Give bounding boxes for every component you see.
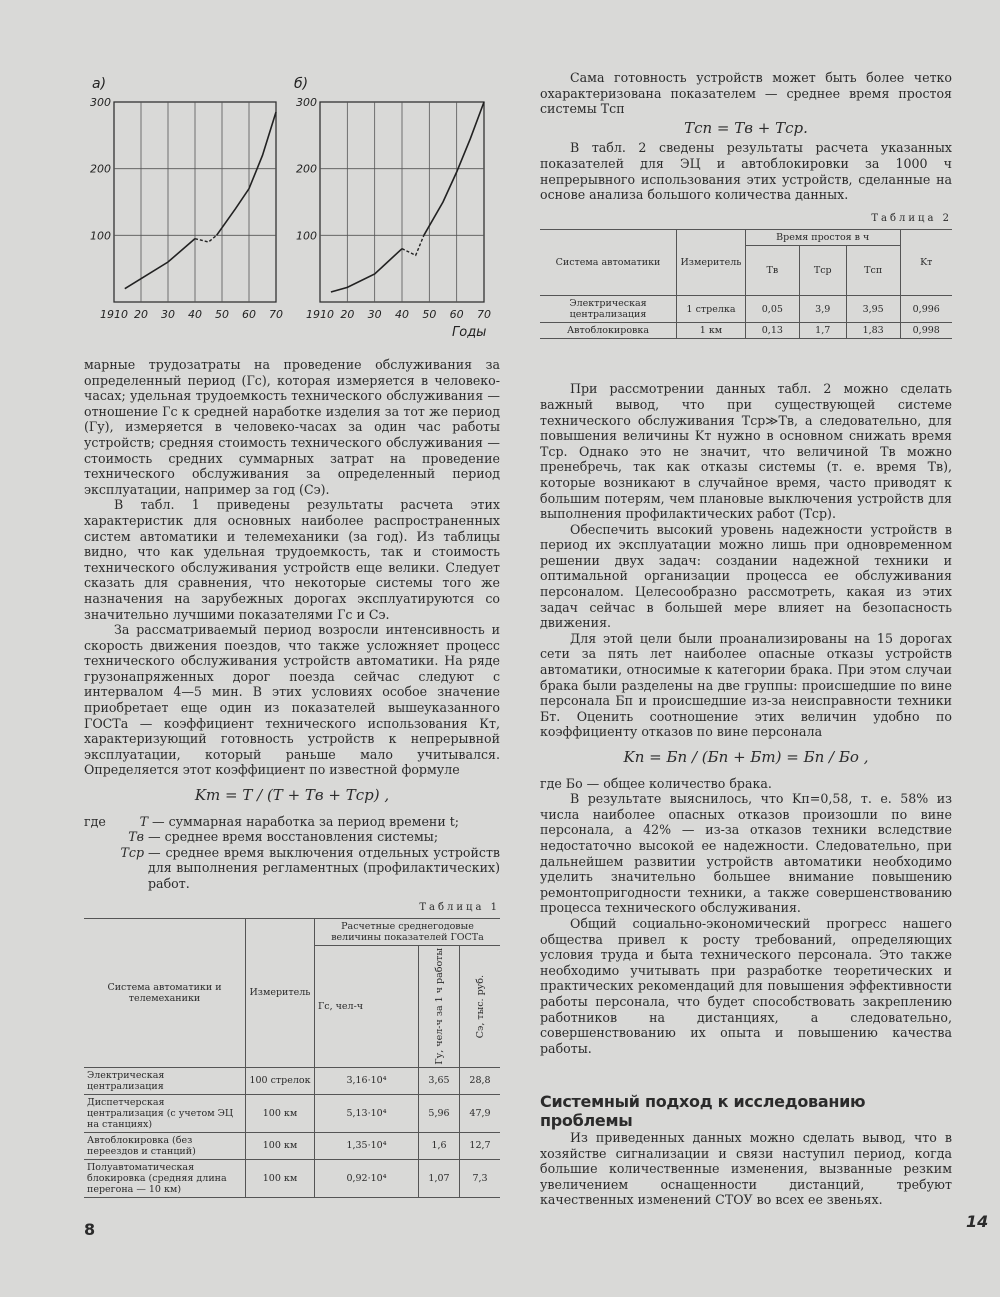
t1-cell-system: Автоблокировка (без переездов и станций)	[84, 1132, 246, 1159]
x-tick-label: 40	[188, 308, 202, 321]
t1-cell-unit: 100 км	[246, 1094, 315, 1132]
t2-head-tcp: Tср	[799, 246, 846, 296]
t1-cell-cs: 28,8	[460, 1067, 501, 1094]
right-paragraph-7: В результате выяснилось, что Kп=0,58, т. е. 58% из числа наиболее опасных отказов произошли по вине персонала, а 42% — из-за отказов техники вследствие недостаточно высокой ее надежности. Следовательно, при дальнейшем развитии устройств автоматики необходимо уделить значительно большее внимание повышению ремонтопригодности техники, а также совершенствованию процесса технического обслуживания.	[540, 791, 952, 916]
legend-symbol: Tср	[120, 844, 144, 860]
series-line-dashed	[195, 235, 217, 242]
t1-head-unit: Измеритель	[246, 919, 315, 1068]
formula-legend	[84, 814, 500, 892]
chart-a-label: а)	[92, 76, 107, 92]
series-line	[125, 239, 195, 289]
x-tick-label: 60	[449, 308, 464, 321]
legend-row	[84, 845, 500, 892]
t2-cell-kt: 0,998	[900, 323, 952, 339]
t1-cell-gy: 1,07	[419, 1159, 460, 1197]
table-2	[540, 229, 952, 339]
t1-cell-gc: 3,16·10⁴	[315, 1067, 419, 1094]
t1-cell-cs: 47,9	[460, 1094, 501, 1132]
table-row	[84, 1132, 500, 1159]
t1-cell-gy: 1,6	[419, 1132, 460, 1159]
t1-cell-gc: 1,35·10⁴	[315, 1132, 419, 1159]
table1-caption: Таблица 1	[419, 901, 500, 913]
t1-cell-unit: 100 км	[246, 1159, 315, 1197]
chart-a	[90, 96, 283, 321]
x-tick-label: 1910	[306, 308, 334, 321]
formula-kt: Kт = T / (T + Tв + Tср) ,	[194, 786, 390, 805]
x-tick-label: 70	[477, 308, 491, 321]
legend-row	[84, 829, 500, 845]
x-unit-label: Годы	[452, 325, 487, 340]
y-tick-label: 300	[90, 96, 111, 109]
x-tick-label: 20	[340, 308, 355, 321]
x-tick-label: 40	[395, 308, 409, 321]
x-tick-label: 30	[161, 308, 175, 321]
x-tick-label: 60	[242, 308, 256, 321]
growth-charts	[84, 70, 504, 350]
spacer	[540, 339, 952, 381]
t2-cell-tcp: 3,9	[799, 296, 846, 323]
y-tick-label: 300	[296, 96, 317, 109]
t2-cell-tv: 0,13	[746, 323, 800, 339]
left-column	[84, 357, 500, 1198]
table-row	[84, 1067, 500, 1094]
t2-cell-tv: 0,05	[746, 296, 800, 323]
t2-cell-tsp: 1,83	[846, 323, 900, 339]
t1-cell-unit: 100 км	[246, 1132, 315, 1159]
t1-head-cs	[460, 946, 501, 1068]
right-column-bottom	[540, 1130, 952, 1208]
right-paragraph-8: Общий социально-экономический прогресс нашего общества привел к росту требований, определяющих условия труда и быта технического персонала. Это также необходимо учитывать при разработке теоретических и практических рекомендаций для повышения эффективности работы персонала, что будет способствовать закреплению работников на дистанциях, а следовательно, совершенствованию их опыта и повышению качества работы.	[540, 915, 952, 1056]
right-paragraph-1: Сама готовность устройств может быть более четко охарактеризована показателем — среднее время простоя системы Tсп	[540, 70, 952, 117]
right-paragraph-6: где Бо — общее количество брака.	[540, 775, 772, 791]
left-paragraph-2: В табл. 1 приведены результаты расчета этих характеристик для основных наиболее распространенных систем автоматики и телемеханики (за год). Из таблицы видно, что как удельная трудоемкость, так и стоимость технического обслуживания устройств еще велики. Следует сказать для сравнения, что некоторые системы того же назначения на зарубежных дорогах эксплуатируются со значительно лучшими показателями Гс и Сэ.	[84, 497, 500, 622]
t1-cell-cs: 12,7	[460, 1132, 501, 1159]
series-line	[217, 112, 276, 235]
t1-head-gc: Гс, чел-ч	[315, 946, 419, 1068]
t2-head-tsp: Tсп	[846, 246, 900, 296]
right-column	[540, 70, 952, 1056]
series-line-dashed	[402, 235, 424, 255]
t2-cell-system: Электрическая централизация	[540, 296, 677, 323]
t2-head-group: Время простоя в ч	[746, 230, 901, 246]
t1-cell-system: Электрическая централизация	[84, 1067, 246, 1094]
t1-cell-unit: 100 стрелок	[246, 1067, 315, 1094]
t2-cell-unit: 1 стрелка	[677, 296, 746, 323]
left-paragraph-1: марные трудозатраты на проведение обслуживания за определенный период (Гс), которая измеряется в человеко-часах; удельная трудоемкость технического обслуживания — отношение Гс к средней наработке изделия за тот же период (Гу), измеряется в человеко-часах за один час работы устройств; средняя стоимость технического обслуживания — стоимость средних суммарных затрат на проведение технического обслуживания за определенный период эксплуатации, например за год (Сэ).	[84, 357, 500, 497]
t2-head-system: Система автоматики	[540, 230, 677, 296]
page-number-right: 14	[966, 1212, 989, 1231]
x-tick-label: 1910	[100, 308, 128, 321]
right-paragraph-5: Для этой цели были проанализированы на 15 дорогах сети за пять лет наиболее опасные отказы устройств автоматики, относимые к категории брака. При этом случаи брака были разделены на две группы: происшедшие по вине персонала Бп и происшедшие из-за неисправности техники Бт. Оценить соотношение этих величин удобно по коэффициенту отказов по вине персонала	[540, 630, 952, 740]
t1-head-gy-text: Гу, чел-ч за 1 ч работы	[433, 948, 445, 1065]
formula-tsp: Tсп = Tв + Tср.	[684, 118, 808, 137]
t1-cell-system: Полуавтоматическая блокировка (средняя длина перегона — 10 км)	[84, 1159, 246, 1197]
t2-cell-system: Автоблокировка	[540, 323, 677, 339]
left-paragraph-3: За рассматриваемый период возросли интенсивность и скорость движения поездов, что также усложняет процесс технического обслуживания устройств автоматики. На ряде грузонапряженных дорог поезда сейчас следуют с интервалом 4—5 мин. В этих условиях особое значение приобретает еще один из показателей вышеуказанного ГОСТа — коэффициент технического использования Кт, характеризующий готовность устройств к непрерывной эксплуатации, который раньше мало учитывался. Определяется этот коэффициент по известной формуле	[84, 622, 500, 778]
y-tick-label: 200	[296, 162, 317, 176]
t1-head-group: Расчетные среднегодовые величины показателей ГОСТа	[315, 919, 501, 946]
x-tick-label: 30	[367, 308, 382, 321]
table-row	[540, 323, 952, 339]
table-row	[84, 1159, 500, 1197]
right-paragraph-3: При рассмотрении данных табл. 2 можно сделать важный вывод, что при существующей системе технического обслуживания Tср≫Tв, а следовательно, для повышения величины Kт нужно в основном снижать время Tср. Однако это не значит, что величиной Tв можно пренебречь, так как отказы системы (т. е. время Tв), которые возникают в случайное время, часто приводят к большим потерям, чем плановые выключения устройств для выполнения профилактических работ (Tср).	[540, 381, 952, 522]
t2-head-kt: Kт	[900, 230, 952, 296]
x-tick-label: 50	[422, 308, 437, 321]
x-tick-label: 20	[134, 308, 148, 321]
legend-lead: где	[84, 813, 106, 829]
y-tick-label: 100	[296, 229, 317, 243]
legend-desc: — среднее время выключения отдельных устройств для выполнения регламентных (профилактических) работ.	[148, 844, 500, 891]
t1-cell-gc: 5,13·10⁴	[315, 1094, 419, 1132]
section-heading: Системный подход к исследованию проблемы	[540, 1092, 866, 1130]
table-row	[540, 296, 952, 323]
t1-cell-system: Диспетчерская централизация (с учетом ЭЦ на станциях)	[84, 1094, 246, 1132]
legend-symbol: Tв	[128, 829, 144, 845]
t2-head-tv: Tв	[746, 246, 800, 296]
chart-b-label: б)	[294, 76, 309, 92]
y-tick-label: 200	[90, 162, 111, 176]
table-row	[84, 1094, 500, 1132]
formula-kp: Kп = Бп / (Бп + Бт) = Бп / Бо ,	[623, 748, 869, 766]
t1-cell-gy: 3,65	[419, 1067, 460, 1094]
chart-b	[296, 96, 491, 321]
t2-cell-unit: 1 км	[677, 323, 746, 339]
table-1	[84, 918, 500, 1198]
right-paragraph-4: Обеспечить высокий уровень надежности устройств в период их эксплуатации можно лишь при одновременном решении двух задач: создании надежной техники и оптимальной организации процесса ее обслуживания персоналом. Целесообразно рассмотреть, какая из этих задач сейчас в большей мере влияет на безопасность движения.	[540, 521, 952, 631]
right-paragraph-2: В табл. 2 сведены результаты расчета указанных показателей для ЭЦ и автоблокировки за 1000 ч непрерывного использования этих устройств, сделанные на основе анализа большого количества данных.	[540, 140, 952, 203]
t2-head-unit: Измеритель	[677, 230, 746, 296]
x-tick-label: 70	[269, 308, 283, 321]
legend-row	[84, 814, 500, 830]
t1-cell-gy: 5,96	[419, 1094, 460, 1132]
x-tick-label: 50	[215, 308, 229, 321]
t2-cell-kt: 0,996	[900, 296, 952, 323]
t1-head-gy	[419, 946, 460, 1068]
right-paragraph-9: Из приведенных данных можно сделать вывод, что в хозяйстве сигнализации и связи наступил период, когда большие количественные изменения, вызванные резким увеличением оснащенности дистанций, требуют качественных изменений СТОУ во всех ее звеньях.	[540, 1130, 952, 1208]
table2-caption: Таблица 2	[871, 212, 952, 224]
series-line	[331, 249, 402, 292]
t1-cell-gc: 0,92·10⁴	[315, 1159, 419, 1197]
legend-desc: — суммарная наработка за период времени t;	[152, 813, 460, 829]
y-tick-label: 100	[90, 229, 111, 243]
t1-head-system: Система автоматики и телемеханики	[84, 919, 246, 1068]
legend-desc: — среднее время восстановления системы;	[148, 829, 439, 845]
t1-head-cs-text: Сэ, тыс. руб.	[474, 974, 486, 1039]
t2-cell-tsp: 3,95	[846, 296, 900, 323]
page-number-left: 8	[84, 1220, 96, 1239]
legend-symbol: T	[139, 813, 148, 829]
t2-cell-tcp: 1,7	[799, 323, 846, 339]
t1-cell-cs: 7,3	[460, 1159, 501, 1197]
